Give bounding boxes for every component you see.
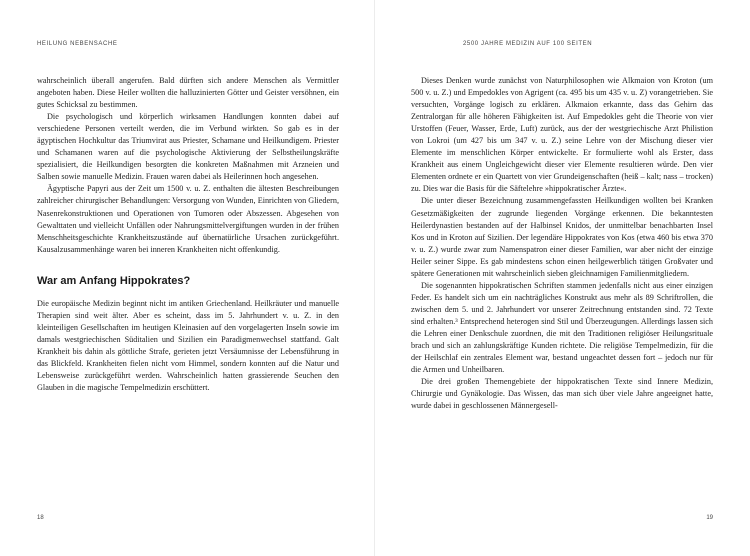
paragraph: Ägyptische Papyri aus der Zeit um 1500 v. u. Z. enthalten die ältesten Beschreibungen zahlreicher chirurgischer Behandlungen: Versorgung von Wunden, Einrichten von Gliedern, Nasenrekonstruktionen und Operationen von Tumoren oder Abszessen. Abgesehen von Gewalttaten und vielleicht Unfällen oder Nahrungsmittelvergiftungen wurden in der frühen Menschheitsgeschichte Krankheitszustände auf übernatürliche Ursachen zurückgeführt. Kausalzusammenhänge waren bei inneren Krankheiten nicht offenkundig. xyxy=(37,184,339,254)
right-page xyxy=(375,0,750,556)
left-page-body xyxy=(37,75,339,394)
paragraph: Die drei großen Themengebiete der hippokratischen Texte sind Innere Medizin, Chirurgie und Gynäkologie. Das Wissen, das man sich über viele Jahre angeeignet hatte, wurde dabei in geschlossenen Männergesell- xyxy=(411,377,713,411)
page-number-right: 19 xyxy=(706,515,713,521)
page-number-left: 18 xyxy=(37,515,44,521)
paragraph: wahrscheinlich überall angerufen. Bald dürften sich andere Menschen als Vermittler angeboten haben. Diese Heiler wollten die halluzinierten Götter und Geister versöhnen, ein gutes Schicksal zu bestimmen. xyxy=(37,76,339,110)
paragraph: Die unter dieser Bezeichnung zusammengefassten Heilkundigen wollten bei Kranken Gesetzmäßigkeiten der zugrunde liegenden Vorgänge erkennen. Die bekanntesten Heilerdynastien bestanden auf der Halbinsel Knidos, der unmittelbar benachbarten Insel Kos und in Kroton auf Sizilien. Der legendäre Hippokrates von Kos (etwa 460 bis etwa 370 v. u. Z.) wurde zwar zum Namenspatron einer dieser Familien, war aber nicht der einzige Heiler seiner Sippe. Es gab mindestens schon einen heilgewerblich tätigen Großvater und spätere Generationen mit wahrscheinlich sieben gleichnamigen Familienmitgliedern. xyxy=(411,196,713,278)
section-heading: War am Anfang Hippokrates? xyxy=(37,274,191,287)
right-page-body xyxy=(411,75,713,412)
running-head-right: 2500 JAHRE MEDIZIN AUF 100 SEITEN xyxy=(463,41,593,47)
paragraph: Die europäische Medizin beginnt nicht im antiken Griechenland. Heilkräuter und manuelle Therapien sind weit älter. Aber es scheint, dass im 5. Jahrhundert v. u. Z. in den kleinteiligen Gesellschaften im heutigen Kleinasien auf den vorgelagerten Inseln sowie im damals westgriechischen Süditalien und Sizilien ein Paradigmenwechsel stattfand. Galt Krankheit bis dahin als göttliche Strafe, gerieten jetzt Versäumnisse der Lebensführung in das Blickfeld. Krankheiten fielen nicht vom Himmel, sondern konnten auf die Natur und Lebensweise zurückgeführt werden. Wahrscheinlich hatten grassierende Seuchen den Glauben in die magische Tempelmedizin erschüttert. xyxy=(37,298,339,393)
running-head-left: HEILUNG NEBENSACHE xyxy=(37,41,118,47)
paragraph: Die sogenannten hippokratischen Schriften stammen jedenfalls nicht aus einer einzigen Feder. Es handelt sich um ein nachträgliches Konstrukt aus mehr als 89 Schriftrollen, die zwischen dem 5. und 2. Jahrhundert vor unserer Zeitrechnung entstanden sind. 72 Texte sind erhalten.³ Entsprechend heterogen sind Stil und Überzeugungen. Allerdings lassen sich die Lehren einer Denkschule zuordnen, die mit den Traditionen religiöser Heilungsrituale brach und sich an zahlungskräftige Kunden richtete. Die religiöse Tempelmedizin, für die der Heilschlaf ein zentrales Element war, bestand ungeachtet dessen fort – jedoch nur für die Armen und Unheilbaren. xyxy=(411,280,713,375)
paragraph: Dieses Denken wurde zunächst von Naturphilosophen wie Alkmaion von Kroton (um 500 v. u. Z.) und Empedokles von Agrigent (ca. 495 bis um 435 v. u. Z) vorangetrieben. Sie versuchten, Vorgänge logisch zu erklären. Alkmaion erkannte, dass das Gehirn das Zentralorgan für alle höheren Fähigkeiten ist. Auf Empedokles geht die Theorie von vier Urstoffen (Feuer, Wasser, Erde, Luft) zurück, aus der der westgriechische Arzt Philistion von Lokroi (um 427 bis um 347 v. u. Z.) seine Lehre von der Mischung dieser vier Elemente im menschlichen Körper entwickelte. Er formulierte wohl als Erster, dass Krankheit aus einem Ungleichgewicht dieser vier Elemente resultieren würde. Den vier Elementen ordnete er ein Quartett von vier Grundeigenschaften (heiß – kalt; nass – trocken) zu. Dies war die Basis für die Säftelehre »hippokratischer Ärzte«. xyxy=(411,76,713,194)
paragraph: Die psychologisch und körperlich wirksamen Handlungen konnten dabei auf verschiedene Personen verteilt werden, die im Verbund wirkten. So gab es in der ägyptischen Hochkultur das Triumvirat aus Priester, Schamane und Heilkundigem. Priester und Schamanen waren auf die psychologische Aktivierung der Selbstheilungskräfte spezialisiert, die Heilkundigen besorgten die konkreten Maßnahmen mit Arzneien und Salben sowie manuelle Medizin. Frauen waren dabei als Heilerinnen hoch angesehen. xyxy=(37,112,339,182)
